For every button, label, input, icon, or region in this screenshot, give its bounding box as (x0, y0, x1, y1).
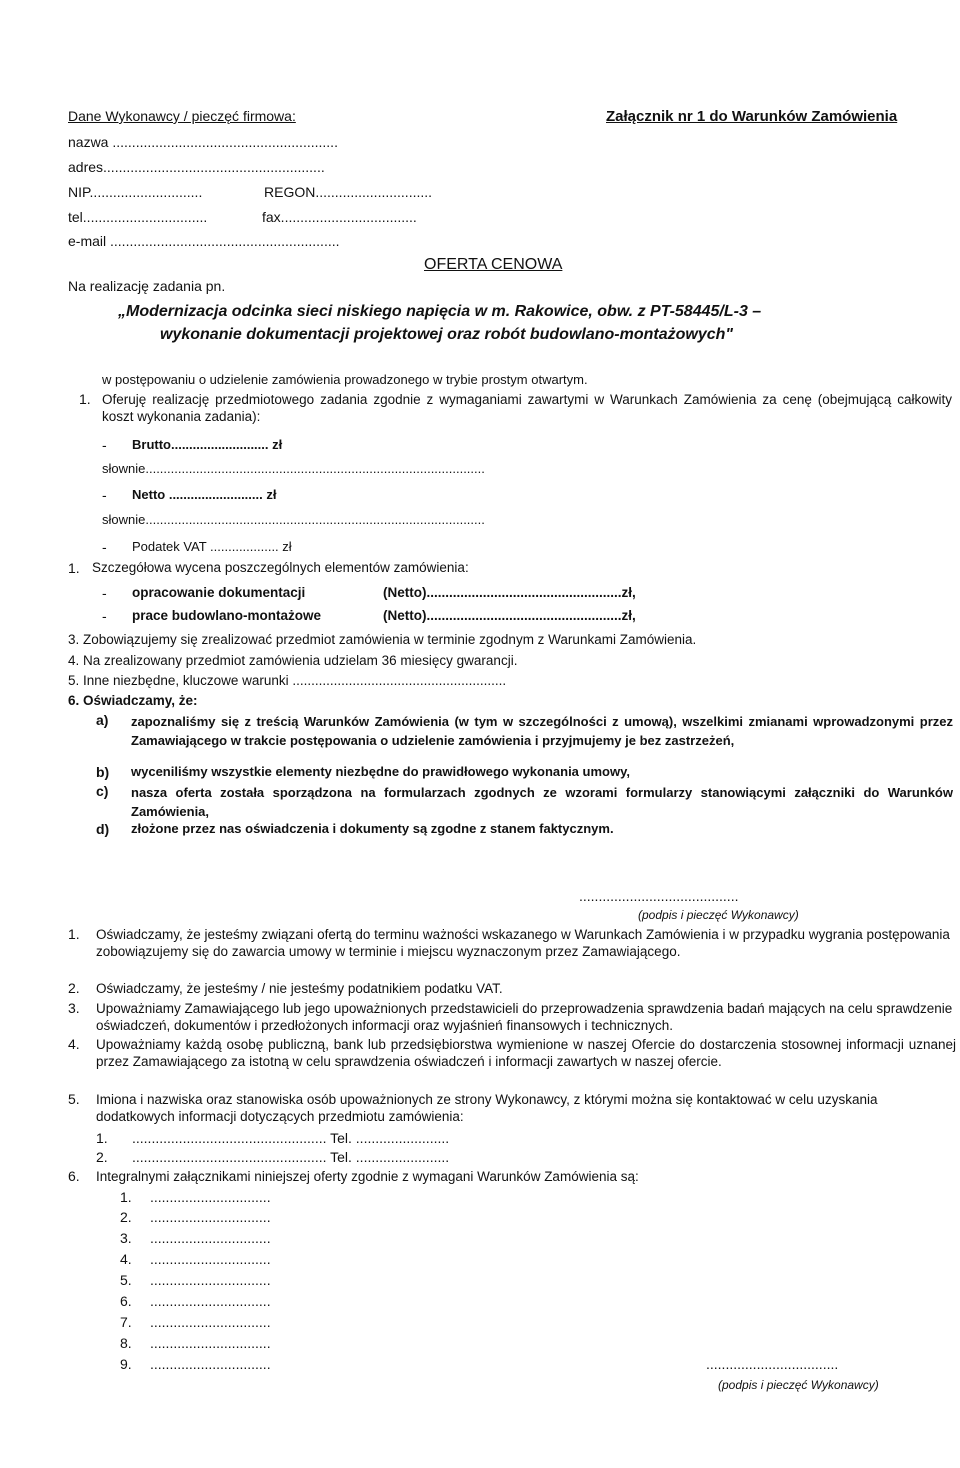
detail-design-value: (Netto)....................................................zł, (383, 585, 636, 600)
item2-number: 1. (68, 560, 80, 576)
decl-b-letter: b) (96, 764, 110, 780)
detail-construction-label: prace budowlano-montażowe (132, 608, 322, 623)
field-regon: REGON.............................. (264, 184, 433, 200)
netto-field: Netto .......................... zł (132, 487, 277, 502)
attachment-number: 8. (120, 1335, 132, 1351)
field-name: nazwa .......................................................... (68, 134, 338, 150)
contact-number: 1. (96, 1130, 108, 1146)
field-email: e-mail ........................................................... (68, 233, 340, 249)
dash: - (102, 585, 107, 601)
field-address: adres......................................................... (68, 159, 325, 175)
contact-number: 2. (96, 1149, 108, 1165)
attachment-line: ............................... (150, 1272, 271, 1288)
statement-number: 1. (68, 926, 80, 942)
attachment-line: ............................... (150, 1356, 271, 1372)
contact-line: .................................................. Tel. ........................ (132, 1149, 450, 1165)
attachment-number: 1. (120, 1189, 132, 1205)
decl-d-text: złożone przez nas oświadczenia i dokumenty są zgodne z stanem faktycznym. (131, 821, 614, 836)
field-nip: NIP............................. (68, 184, 203, 200)
item2-text: Szczegółowa wycena poszczególnych elementów zamówienia: (92, 560, 469, 575)
statement-number: 3. (68, 1000, 80, 1016)
brutto-field: Brutto........................... zł (132, 437, 283, 452)
attachment-line: ............................... (150, 1335, 271, 1351)
statement-text: Oświadczamy, że jesteśmy związani ofertą do terminu ważności wskazanego w Warunkach Zamówienia i w przypadku wygrania postępowania zobowiązujemy się do zawarcia umowy w terminie i miejscu wyznaczonym przez Zamawiającego. (96, 927, 950, 959)
statement-text: Upoważniamy każdą osobę publiczną, bank lub przedsiębiorstwa wymienione w naszej Ofercie do dostarczenia stosownej informacji uznanej przez Zamawiającego za istotną w celu sprawdzenia oświadczeń i informacji zawartych w naszej ofercie. (96, 1037, 956, 1069)
statement-text: Imiona i nazwiska oraz stanowiska osób upoważnionych ze strony Wykonawcy, z którymi można się kontaktować w celu uzyskania dodatkowych informacji dotyczących przedmiotu zamówienia: (96, 1092, 878, 1124)
statement-number: 2. (68, 980, 80, 996)
contractor-data-label: Dane Wykonawcy / pieczęć firmowa: (68, 108, 296, 124)
decl-b-text: wyceniliśmy wszystkie elementy niezbędne do prawidłowego wykonania umowy, (131, 764, 630, 779)
signature-line: .................................. (706, 1356, 839, 1372)
detail-design-label: opracowanie dokumentacji (132, 585, 306, 600)
task-title-line2: wykonanie dokumentacji projektowej oraz robót budowlano-montażowych" (160, 326, 733, 343)
statement-text: Oświadczamy, że jesteśmy / nie jesteśmy podatnikiem podatku VAT. (96, 981, 503, 996)
attachment-line: ............................... (150, 1251, 271, 1267)
contact-line: .................................................. Tel. ........................ (132, 1130, 450, 1146)
field-tel: tel................................ (68, 209, 208, 225)
attachment-number: 3. (120, 1230, 132, 1246)
offer-title: OFERTA CENOWA (424, 256, 563, 273)
task-label: Na realizację zadania pn. (68, 278, 226, 294)
item1-text: Oferuję realizację przedmiotowego zadania zgodnie z wymaganiami zawartymi w Warunkach Zamówienia za cenę (obejmującą całkowity koszt wykonania zadania): (102, 392, 952, 424)
attachment-number: 5. (120, 1272, 132, 1288)
vat-field: Podatek VAT ................... zł (132, 539, 292, 554)
attachment-line: ............................... (150, 1230, 271, 1246)
slownie-field: słownie.............................................................................................. (102, 512, 485, 527)
item5: 5. Inne niezbędne, kluczowe warunki ......................................................... (68, 673, 507, 688)
attachment-number: 7. (120, 1314, 132, 1330)
attachment-number: 4. (120, 1251, 132, 1267)
signature-caption: (podpis i pieczęć Wykonawcy) (718, 1378, 879, 1392)
decl-a-letter: a) (96, 712, 109, 728)
statement-number: 4. (68, 1036, 80, 1052)
dash: - (102, 608, 107, 624)
slownie-field: słownie.............................................................................................. (102, 461, 485, 476)
decl-c-text: nasza oferta została sporządzona na formularzach zgodnych ze wzorami formularzy stanowiącymi załączniki do Warunków Zamówienia, (131, 785, 953, 819)
attachment-line: ............................... (150, 1209, 271, 1225)
decl-a-text: zapoznaliśmy się z treścią Warunków Zamówienia (w tym w szczególności z umową), wszelkimi zmianami wprowadzonymi przez Zamawiającego w trakcie postępowania o udzielenie zamówienia i przyjmujemy je bez zastrzeżeń, (131, 714, 953, 748)
procedure-text: w postępowaniu o udzielenie zamówienia prowadzonego w trybie prostym otwartym. (102, 372, 588, 387)
item3: 3. Zobowiązujemy się zrealizować przedmiot zamówienia w terminie zgodnym z Warunkami Zamówienia. (68, 632, 697, 647)
dash: - (102, 539, 107, 555)
signature-line: ......................................... (579, 888, 739, 904)
attachment-title: Załącznik nr 1 do Warunków Zamówienia (606, 108, 898, 125)
signature-caption: (podpis i pieczęć Wykonawcy) (638, 908, 799, 922)
attachment-number: 9. (120, 1356, 132, 1372)
statement-number: 5. (68, 1091, 80, 1107)
statement-number: 6. (68, 1168, 80, 1184)
attachment-number: 2. (120, 1209, 132, 1225)
decl-d-letter: d) (96, 821, 110, 837)
attachment-line: ............................... (150, 1293, 271, 1309)
dash: - (102, 487, 107, 503)
statement-text: Integralnymi załącznikami niniejszej oferty zgodnie z wymagani Warunków Zamówienia są: (96, 1169, 639, 1184)
item1-number: 1. (79, 391, 91, 407)
item4: 4. Na zrealizowany przedmiot zamówienia udzielam 36 miesięcy gwarancji. (68, 653, 518, 668)
detail-construction-value: (Netto)....................................................zł, (383, 608, 636, 623)
attachment-number: 6. (120, 1293, 132, 1309)
task-title-line1: „Modernizacja odcinka sieci niskiego napięcia w m. Rakowice, obw. z PT-58445/L-3 – (118, 303, 762, 320)
dash: - (102, 437, 107, 453)
attachment-line: ............................... (150, 1189, 271, 1205)
item6: 6. Oświadczamy, że: (68, 693, 198, 708)
field-fax: fax................................... (262, 209, 417, 225)
decl-c-letter: c) (96, 783, 109, 799)
statement-text: Upoważniamy Zamawiającego lub jego upoważnionych przedstawicieli do przeprowadzenia sprawdzenia badań mających na celu sprawdzenie oświadczeń, dokumentów i przedłożonych informacji oraz wyjaśnień finansowych i technicznych. (96, 1001, 953, 1033)
attachment-line: ............................... (150, 1314, 271, 1330)
